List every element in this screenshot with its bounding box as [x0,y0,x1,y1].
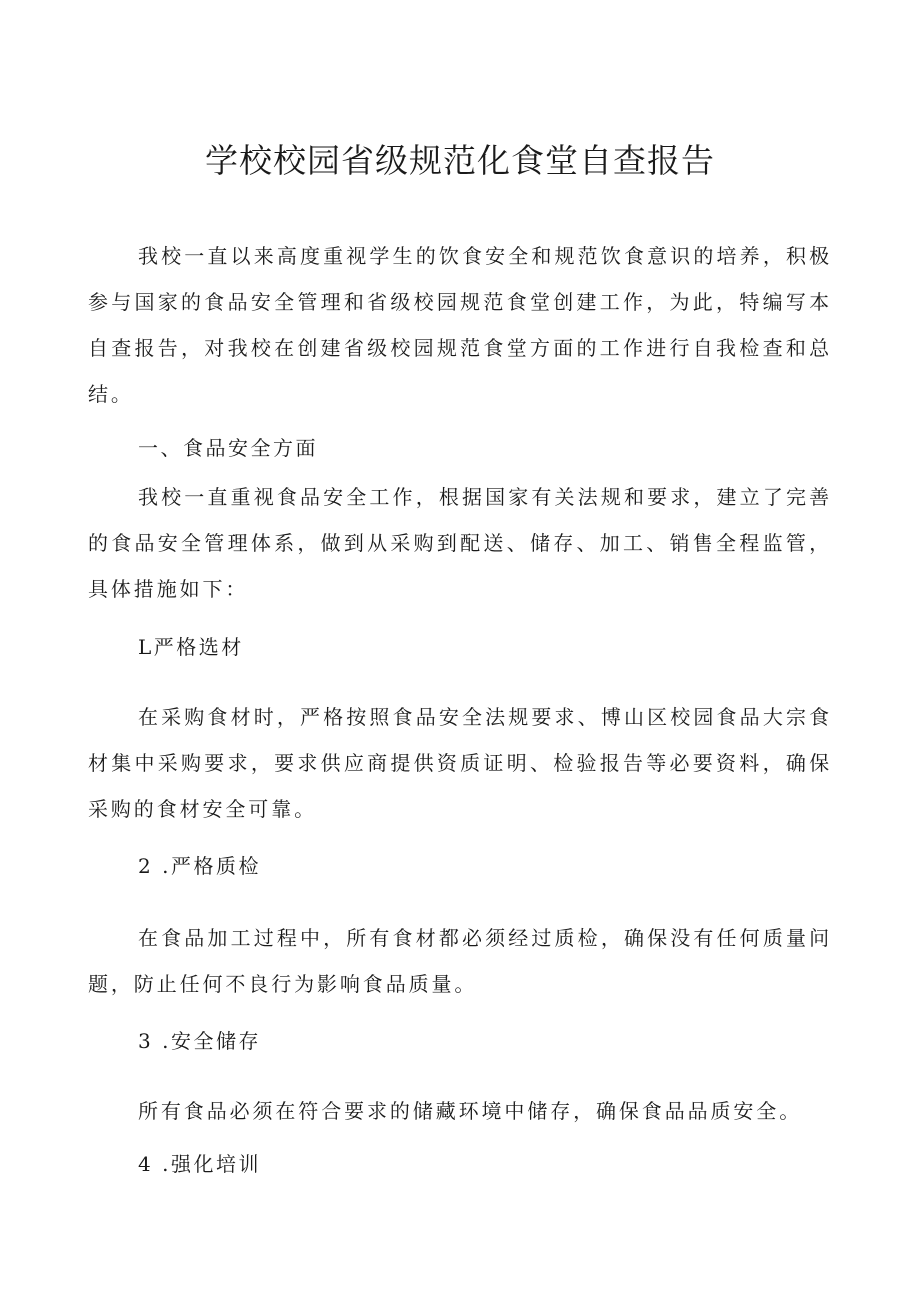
item-heading-4: 4 .强化培训 [138,1152,261,1176]
section-food-safety-paragraph: 我校一直重视食品安全工作，根据国家有关法规和要求，建立了完善的食品安全管理体系，做到从采购到配送、储存、加工、销售全程监管，具体措施如下： [88,485,832,601]
item-paragraph-1: 在采购食材时，严格按照食品安全法规要求、博山区校园食品大宗食材集中采购要求，要求供应商提供资质证明、检验报告等必要资料，确保采购的食材安全可靠。 [88,705,832,821]
item-heading-1: L严格选材 [138,635,244,659]
section-heading-food-safety: 一、食品安全方面 [138,436,318,460]
item-paragraph-3: 所有食品必须在符合要求的储藏环境中储存，确保食品品质安全。 [138,1099,803,1123]
intro-paragraph: 我校一直以来高度重视学生的饮食安全和规范饮食意识的培养，积极参与国家的食品安全管理和省级校园规范食堂创建工作，为此，特编写本自查报告，对我校在创建省级校园规范食堂方面的工作进行自我检查和总结。 [88,244,832,406]
document-title: 学校校园省级规范化食堂自查报告 [205,141,715,180]
item-heading-3: 3 .安全储存 [138,1029,261,1053]
item-paragraph-2: 在食品加工过程中，所有食材都必须经过质检，确保没有任何质量问题，防止任何不良行为影响食品质量。 [88,926,832,996]
item-heading-2: 2 .严格质检 [138,854,261,878]
